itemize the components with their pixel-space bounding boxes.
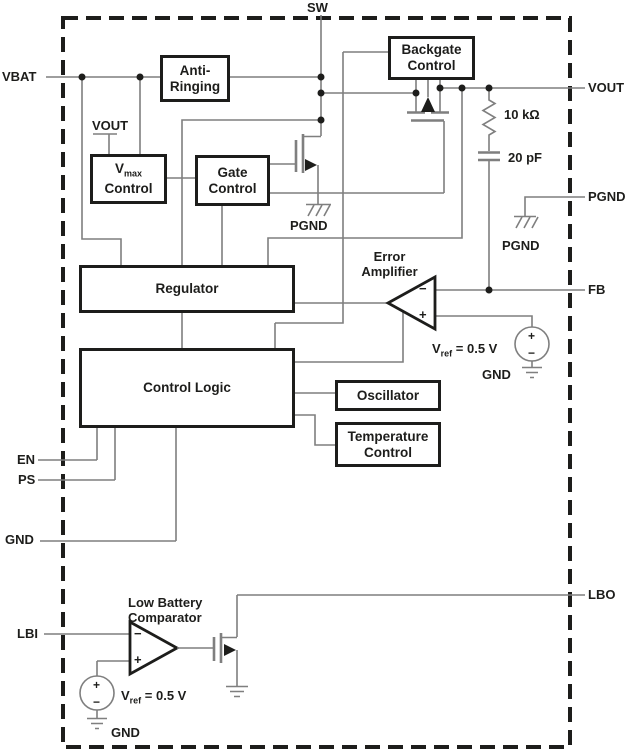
pin-label-lbo: LBO: [588, 587, 616, 602]
block-backgate-line1: Backgate: [401, 42, 462, 57]
error-amplifier-triangle: [388, 277, 435, 329]
vref-lbi-plus-sign: +: [93, 678, 101, 692]
error-amp-minus-sign: −: [419, 281, 427, 296]
block-backgate-control: [388, 36, 475, 80]
block-gate-line2: Control: [208, 180, 257, 196]
block-temperature-control: [335, 422, 441, 467]
error-amplifier-line1: Error: [373, 249, 406, 264]
pin-label-sw: SW: [307, 0, 328, 15]
block-temp-line2: Control: [364, 444, 412, 460]
resistor-value-label: 10 kΩ: [504, 107, 540, 122]
gnd-label-low-battery: GND: [111, 725, 140, 740]
pin-label-gnd: GND: [5, 532, 34, 547]
rectifier-pmos: [270, 80, 449, 193]
block-regulator-label: Regulator: [155, 281, 219, 296]
block-anti-ringing-line2: Ringing: [169, 78, 221, 94]
low-battery-line2: Comparator: [128, 610, 202, 625]
block-gate-control: [195, 155, 270, 206]
block-vmax-line1: $V_{max}$: [114, 160, 143, 179]
feedback-capacitor: [478, 153, 500, 291]
pgnd-chassis-ground-pin: [514, 217, 538, 229]
error-amplifier-line2: Amplifier: [361, 264, 418, 279]
vref-ea-plus-sign: +: [528, 329, 536, 343]
block-temp-line1: Temperature: [347, 428, 429, 444]
pin-label-fb: FB: [588, 282, 606, 297]
vref-lbi-minus-sign: −: [93, 695, 101, 709]
error-amp-plus-sign: +: [419, 307, 427, 322]
block-control-logic: [79, 348, 295, 428]
vref-ea-minus-sign: −: [528, 346, 536, 360]
earth-ground-error-amplifier: [522, 368, 542, 378]
feedback-resistor: [483, 88, 495, 151]
pin-label-en: EN: [17, 452, 36, 467]
net-label-vout-sense: VOUT: [92, 118, 129, 133]
pin-label-pgnd: PGND: [588, 189, 626, 204]
earth-ground-low-battery: [87, 719, 107, 729]
vref-label-error-amplifier: $V_{ref} = 0.5$ V: [432, 341, 498, 359]
pin-label-vout: VOUT: [588, 80, 625, 95]
low-battery-comparator-label: [128, 595, 202, 625]
net-label-pgnd-pin: PGND: [502, 238, 540, 253]
block-gate-line1: Gate: [217, 164, 248, 180]
block-oscillator: [335, 380, 441, 411]
low-battery-minus-sign: −: [134, 626, 142, 641]
net-label-pgnd-switch: PGND: [290, 218, 328, 233]
earth-ground-lbo: [226, 687, 248, 697]
block-vmax-line2: Control: [104, 181, 153, 197]
error-amplifier-label: [342, 249, 437, 279]
block-anti-ringing-line1: Anti-: [179, 62, 211, 78]
gnd-label-error-amplifier: GND: [482, 367, 511, 382]
vref-label-low-battery: $V_{ref} = 0.5$ V: [121, 688, 187, 706]
block-oscillator-label: Oscillator: [356, 387, 420, 403]
block-anti-ringing: [160, 55, 230, 102]
block-backgate-line2: Control: [407, 58, 456, 73]
block-vmax-control: [90, 154, 167, 204]
block-control-logic-label: Control Logic: [143, 380, 231, 395]
pin-label-ps: PS: [18, 472, 36, 487]
low-battery-line1: Low Battery: [128, 595, 203, 610]
capacitor-value-label: 20 pF: [508, 150, 542, 165]
pin-label-lbi: LBI: [17, 626, 38, 641]
pgnd-chassis-ground-switch: [306, 205, 331, 217]
block-regulator: [79, 265, 295, 313]
pin-label-vbat: VBAT: [2, 69, 37, 84]
low-battery-plus-sign: +: [134, 652, 142, 667]
